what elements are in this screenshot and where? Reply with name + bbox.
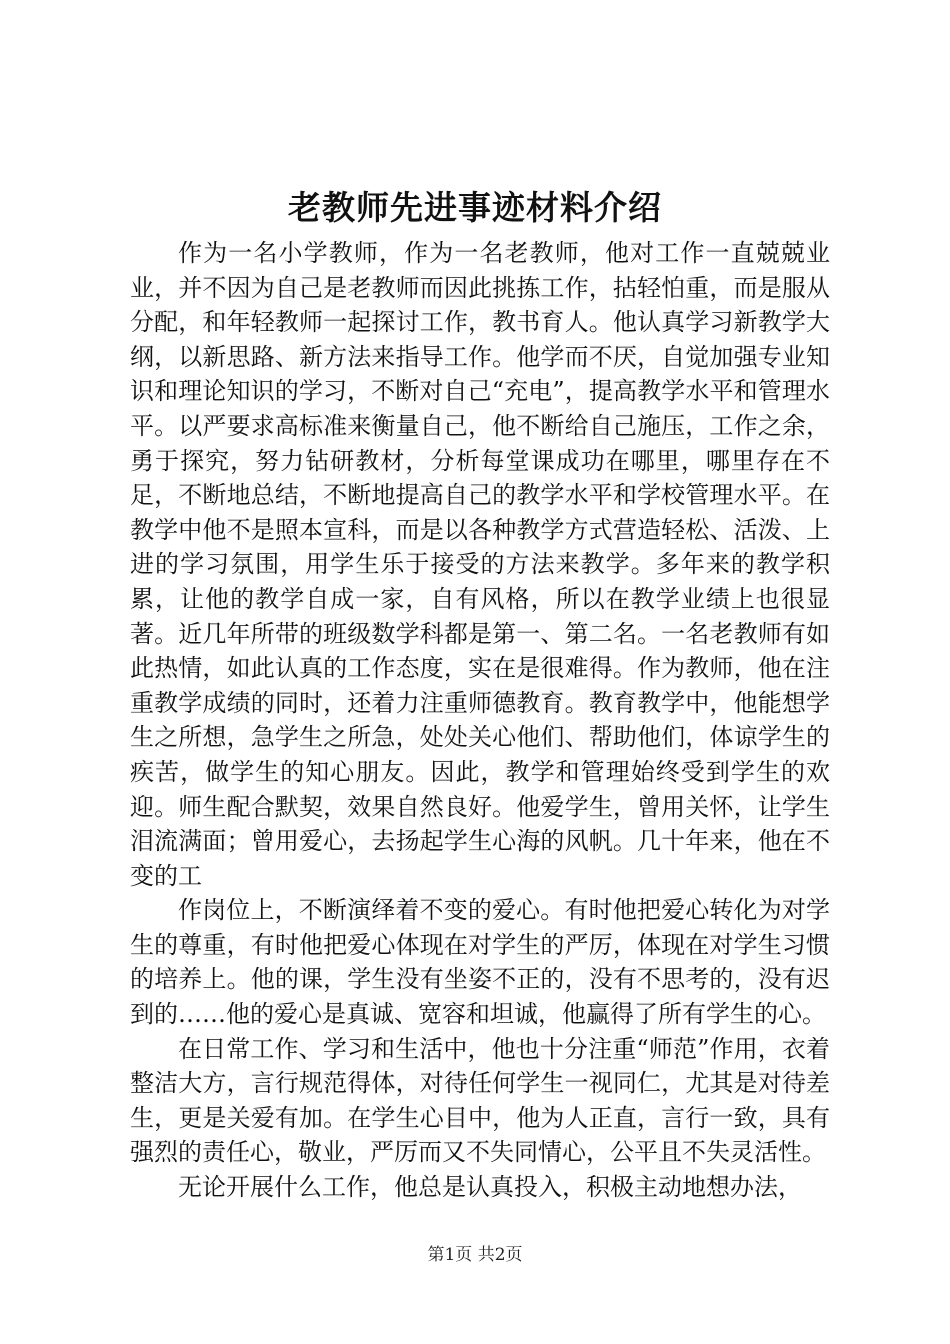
paragraph: 作岗位上，不断演绎着不变的爱心。有时他把爱心转化为对学生的尊重，有时他把爱心体现在对学生的严厉，体现在对学生习惯的培养上。他的课，学生没有坐姿不正的，没有不思考的，没有迟到的……他的爱心是真诚、宽容和坦诚，他赢得了所有学生的心。 (130, 896, 830, 1029)
paragraph: 作为一名小学教师，作为一名老教师，他对工作一直兢兢业业，并不因为自己是老教师而因此挑拣工作，拈轻怕重，而是服从分配，和年轻教师一起探讨工作，教书育人。他认真学习新教学大纲，以新思路、新方法来指导工作。他学而不厌，自觉加强专业知识和理论知识的学习，不断对自己“充电”，提高教学水平和管理水平。以严要求高标准来衡量自己，他不断给自己施压，工作之余，勇于探究，努力钻研教材，分析每堂课成功在哪里，哪里存在不足，不断地总结，不断地提高自己的教学水平和学校管理水平。在教学中他不是照本宣科，而是以各种教学方式营造轻松、活泼、上进的学习氛围，用学生乐于接受的方法来教学。多年来的教学积累，让他的教学自成一家，自有风格，所以在教学业绩上也很显著。近几年所带的班级数学科都是第一、第二名。一名老教师有如此热情，如此认真的工作态度，实在是很难得。作为教师，他在注重教学成绩的同时，还着力注重师德教育。教育教学中，他能想学生之所想，急学生之所急，处处关心他们、帮助他们，体谅学生的疾苦，做学生的知心朋友。因此，教学和管理始终受到学生的欢迎。师生配合默契，效果自然良好。他爱学生，曾用关怀，让学生泪流满面；曾用爱心，去扬起学生心海的风帆。几十年来，他在不变的工 (130, 239, 830, 890)
page-footer: 第1页 共2页 (427, 1245, 523, 1265)
paragraph: 无论开展什么工作，他总是认真投入，积极主动地想办法， (178, 1173, 802, 1202)
paragraph: 在日常工作、学习和生活中，他也十分注重“师范”作用，衣着整洁大方，言行规范得体，对待任何学生一视同仁，尤其是对待差生，更是关爱有加。在学生心目中，他为人正直，言行一致，具有强烈的责任心，敬业，严厉而又不失同情心，公平且不失灵活性。 (130, 1034, 830, 1167)
document-title: 老教师先进事迹材料介绍 (288, 188, 662, 227)
document-body (130, 236, 830, 1205)
